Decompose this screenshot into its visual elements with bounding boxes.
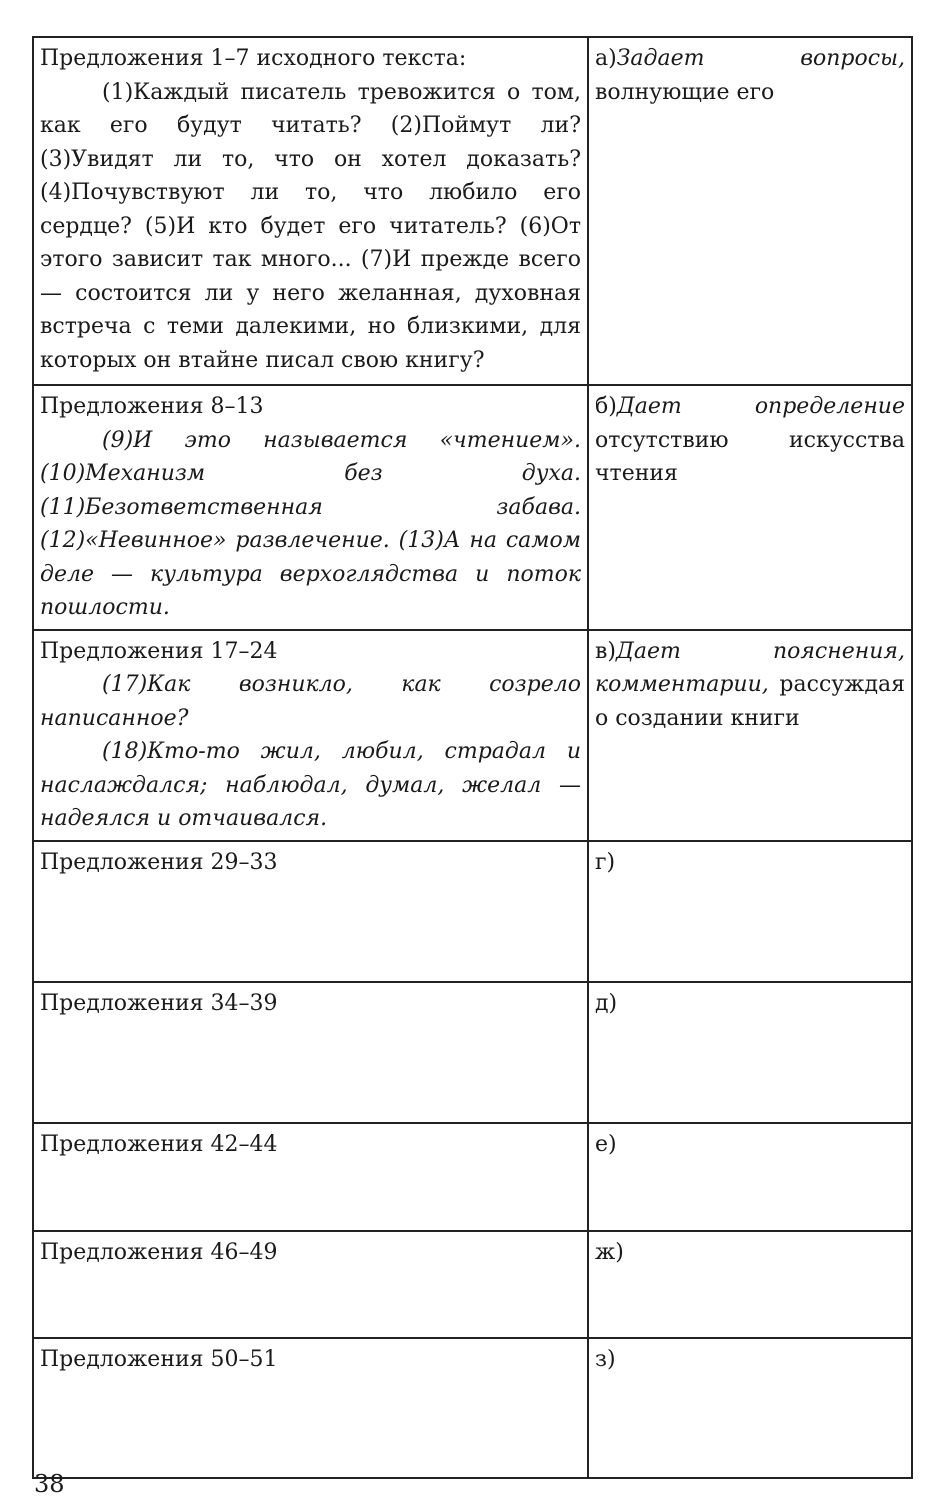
answer-letter: в) <box>595 638 616 664</box>
sentence-range-label: Предложения 29–33 <box>40 849 278 875</box>
answer-letter: ж) <box>595 1239 624 1265</box>
sentence-cell <box>33 630 588 841</box>
answer-cell <box>588 1338 912 1478</box>
table-row <box>33 1123 912 1231</box>
answer-cell <box>588 1231 912 1338</box>
answer-letter: б) <box>595 394 617 419</box>
sentence-range-label: Предложения 46–49 <box>40 1239 278 1265</box>
matching-table <box>32 36 913 1479</box>
table-row <box>33 982 912 1123</box>
table-row <box>33 841 912 982</box>
answer-italic: Дает пояснения, комментарии, <box>595 638 905 697</box>
source-text: (9)И это называется «чтением». (10)Механизм без духа. (11)Безответственная забава. (12)«Невинное» развлечение. (13)А на самом деле — культура верхоглядства и поток пошлости. <box>40 427 581 620</box>
answer-letter: е) <box>595 1131 617 1157</box>
answer-letter: г) <box>595 849 616 875</box>
answer-text: волнующие его <box>595 79 775 105</box>
sentence-cell <box>33 841 588 982</box>
answer-cell <box>588 1123 912 1231</box>
table-row <box>33 630 912 841</box>
sentence-cell <box>33 1231 588 1338</box>
sentence-cell <box>33 385 588 630</box>
answer-letter: д) <box>595 990 618 1016</box>
sentence-range-label: Предложения 50–51 <box>40 1346 278 1372</box>
answer-letter: а) <box>595 46 617 71</box>
table-row <box>33 1231 912 1338</box>
sentence-range-label: Предложения 17–24 <box>40 638 278 664</box>
sentence-cell <box>33 37 588 385</box>
answer-italic: Дает определение <box>616 394 905 419</box>
sentence-range-label: Предложения 34–39 <box>40 990 278 1016</box>
table-row <box>33 385 912 630</box>
source-text: (17)Как возникло, как созрело написанное? <box>40 672 581 731</box>
source-text: (1)Каждый писатель тревожится о том, как его будут читать? (2)Поймут ли? (3)Увидят ли то, что он хотел доказать? (4)Почувствуют ли то, что любило его сердце? (5)И кто будет его читатель? (6)От этого зависит так много... (7)И прежде всего — состоится ли у него желанная, духовная встреча с теми далекими, но близкими, для которых он втайне писал свою книгу? <box>40 79 581 373</box>
sentence-cell <box>33 1338 588 1478</box>
sentence-range-label: Предложения 42–44 <box>40 1131 278 1157</box>
answer-cell <box>588 385 912 630</box>
table-row <box>33 1338 912 1478</box>
answer-cell <box>588 37 912 385</box>
answer-letter: з) <box>595 1346 616 1372</box>
answer-cell <box>588 841 912 982</box>
answer-text: отсутствию искусства чтения <box>595 427 905 486</box>
sentence-cell <box>33 1123 588 1231</box>
source-text: (18)Кто-то жил, любил, страдал и наслаждался; наблюдал, думал, желал — надеялся и отчаивался. <box>40 739 581 831</box>
answer-cell <box>588 982 912 1123</box>
sentence-range-label: Предложения 1–7 исходного текста: <box>40 46 467 71</box>
table-row <box>33 37 912 385</box>
answer-cell <box>588 630 912 841</box>
answer-text: рассуждая о создании книги <box>595 672 905 731</box>
page-number: 38 <box>34 1470 65 1498</box>
sentence-range-label: Предложения 8–13 <box>40 394 264 419</box>
sentence-cell <box>33 982 588 1123</box>
answer-italic: Задает вопросы, <box>616 46 905 71</box>
